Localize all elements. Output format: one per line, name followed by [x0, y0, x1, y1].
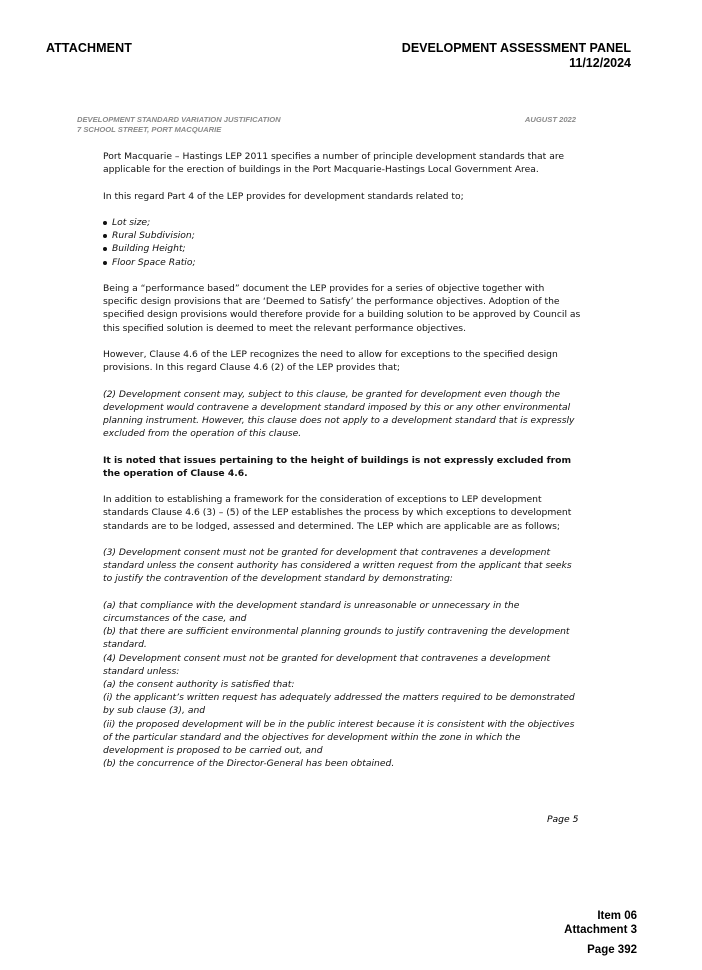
- quote-line: (b) that there are sufficient environmental planning grounds to justify contravening the development standard.: [103, 626, 570, 651]
- paragraph-clause-4-6: However, Clause 4.6 of the LEP recognizes the need to allow for exceptions to the specified design provisions. In this regard Clause 4.6 (2) of the LEP provides that;: [103, 348, 558, 374]
- paragraph-lep-intro: Port Macquarie – Hastings LEP 2011 specifies a number of principle development standards that are applicable for the erection of buildings in the Port Macquarie-Hastings Local Government Area.: [103, 151, 565, 176]
- quote-line: (i) the applicant’s written request has adequately addressed the matters required to be demonstrated by sub clause (3), and: [103, 692, 575, 717]
- header-panel-title: DEVELOPMENT ASSESSMENT PANEL: [401, 41, 631, 55]
- footer-attachment: Attachment 3: [564, 924, 637, 936]
- document-address: 7 SCHOOL STREET, PORT MACQUARIE: [77, 124, 222, 134]
- standards-list: [103, 216, 581, 269]
- header-attachment-label: ATTACHMENT: [46, 41, 132, 55]
- list-item: Rural Subdivision;: [103, 229, 581, 242]
- quote-line: (a) the consent authority is satisfied that:: [103, 678, 295, 690]
- paragraph-framework: In addition to establishing a framework for the consideration of exceptions to LEP development standards Clause 4.6 (3) – (5) of the LEP establishes the process by which exceptions to development standards are to be lodged, assessed and determined. The LEP which are applicable are as follows;: [103, 494, 572, 532]
- quote-clause-4-6-2: (2) Development consent may, subject to this clause, be granted for development even though the development would contravene a development standard imposed by this or any other environmental planning instrument. However, this clause does not apply to a development standard that is expressly excluded from the operation of this clause.: [103, 388, 575, 440]
- list-item: Building Height;: [103, 242, 581, 255]
- document-title: DEVELOPMENT STANDARD VARIATION JUSTIFICATION: [77, 115, 281, 124]
- quote-line: (b) the concurrence of the Director-General has been obtained.: [103, 758, 395, 770]
- paragraph-part4: In this regard Part 4 of the LEP provides for development standards related to;: [103, 190, 464, 202]
- quote-line: (a) that compliance with the development standard is unreasonable or unnecessary in the circumstances of the case, and: [103, 599, 520, 624]
- footer-item-info: [564, 909, 637, 957]
- footer-item: Item 06: [597, 910, 637, 922]
- header-panel-date: 11/12/2024: [569, 56, 631, 70]
- paragraph-height-note: It is noted that issues pertaining to the height of buildings is not expressly excluded from the operation of Clause 4.6.: [103, 454, 572, 479]
- document-date: AUGUST 2022: [524, 115, 576, 124]
- document-page-number: Page 5: [547, 814, 579, 825]
- quote-clause-4-6-subclauses: [103, 599, 581, 771]
- quote-line: (ii) the proposed development will be in the public interest because it is consistent with the objectives of the particular standard and the objectives for development within the zone in which the development is proposed to be carried out, and: [103, 718, 575, 756]
- quote-line: (4) Development consent must not be granted for development that contravenes a development standard unless:: [103, 652, 551, 677]
- document-running-header: [77, 115, 576, 134]
- paragraph-performance-based: Being a “performance based” document the LEP provides for a series of objective together with specific design provisions that are ‘Deemed to Satisfy’ the performance objectives. Adoption of the specified design provisions would therefore provide for a building solution to be approved by Council as this specified solution is deemed to meet the relevant performance objectives.: [103, 282, 581, 334]
- quote-clause-4-6-3: (3) Development consent must not be granted for development that contravenes a development standard unless the consent authority has considered a written request from the applicant that seeks to justify the contravention of the development standard by demonstrating:: [103, 546, 572, 585]
- document-body: [103, 150, 581, 784]
- header-panel-info: [402, 41, 631, 71]
- list-item: Floor Space Ratio;: [103, 256, 581, 269]
- footer-page: Page 392: [587, 944, 637, 956]
- list-item: Lot size;: [103, 216, 581, 229]
